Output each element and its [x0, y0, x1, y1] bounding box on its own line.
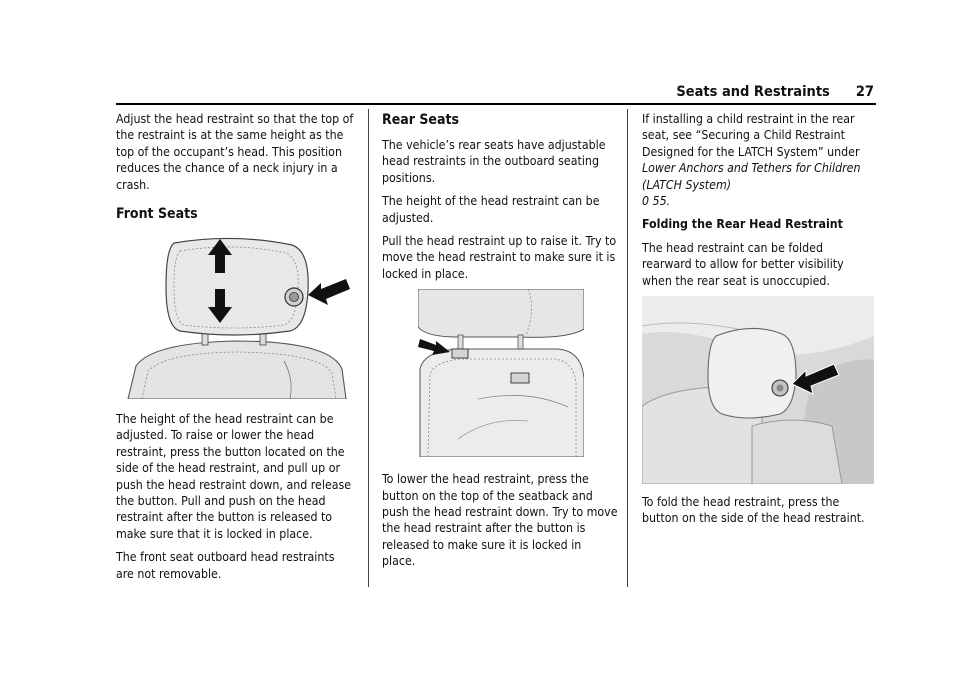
page-reference[interactable]: 0 55.: [642, 194, 671, 209]
rear-height-paragraph: The height of the head restraint can be adjusted.: [382, 194, 600, 225]
front-head-restraint-figure: [114, 231, 352, 399]
front-not-removable-paragraph: The front seat outboard head restraints are not removable.: [116, 550, 335, 581]
folding-paragraph: The head restraint can be folded rearward to allow for better visibility when the rear seat is unoccupied.: [642, 240, 844, 288]
pointer-arrow-icon: [418, 339, 450, 355]
rear-lower-paragraph: To lower the head restraint, press the button on the top of the seatback and push the head restraint down. Try to move the head restraint after the button is released to make sure it is locked in place.: [382, 472, 618, 569]
column-divider-2: [627, 109, 628, 587]
column-divider-1: [368, 109, 369, 587]
intro-paragraph: Adjust the head restraint so that the top of the restraint is at the same height as the top of the occupant’s head. This position reduces the chance of a neck injury in a crash.: [116, 112, 354, 192]
rear-raise-paragraph: Pull the head restraint up to raise it. Try to move the head restraint to make sure it is locked in place.: [382, 234, 617, 281]
rear-fold-figure: [642, 296, 874, 484]
rear-seats-heading: Rear Seats: [382, 112, 459, 128]
latch-reference-paragraph: If installing a child restraint in the rear seat, see “Securing a Child Restraint Designed for the LATCH System” under Lower Anchors and Tethers for Children (LATCH System) 0 55.: [642, 112, 861, 209]
rear-head-restraint-figure: [418, 289, 584, 457]
column-1: [116, 111, 354, 589]
fold-instruction-paragraph: To fold the head restraint, press the button on the side of the head restraint.: [642, 495, 865, 526]
front-seats-heading: Front Seats: [116, 206, 198, 223]
rear-intro-paragraph: The vehicle’s rear seats have adjustable head restraints in the outboard seating positions.: [382, 138, 606, 185]
section-title: Seats and Restraints: [676, 84, 830, 100]
column-2: [382, 111, 618, 577]
front-adjust-paragraph: The height of the head restraint can be adjusted. To raise or lower the head restraint, press the button located on the side of the head restraint, and pull up or push the head restraint down, and release the button. Pull and push on the head restraint after the button is released to make sure that it is locked in place.: [116, 412, 352, 541]
column-3: [642, 111, 876, 534]
latch-link[interactable]: Lower Anchors and Tethers for Children (LATCH System): [642, 161, 861, 192]
pointer-arrow-icon: [308, 279, 350, 305]
folding-subheading: Folding the Rear Head Restraint: [642, 217, 843, 232]
header-rule: [116, 103, 876, 105]
running-header: [640, 84, 874, 100]
page-number: 27: [855, 84, 874, 100]
